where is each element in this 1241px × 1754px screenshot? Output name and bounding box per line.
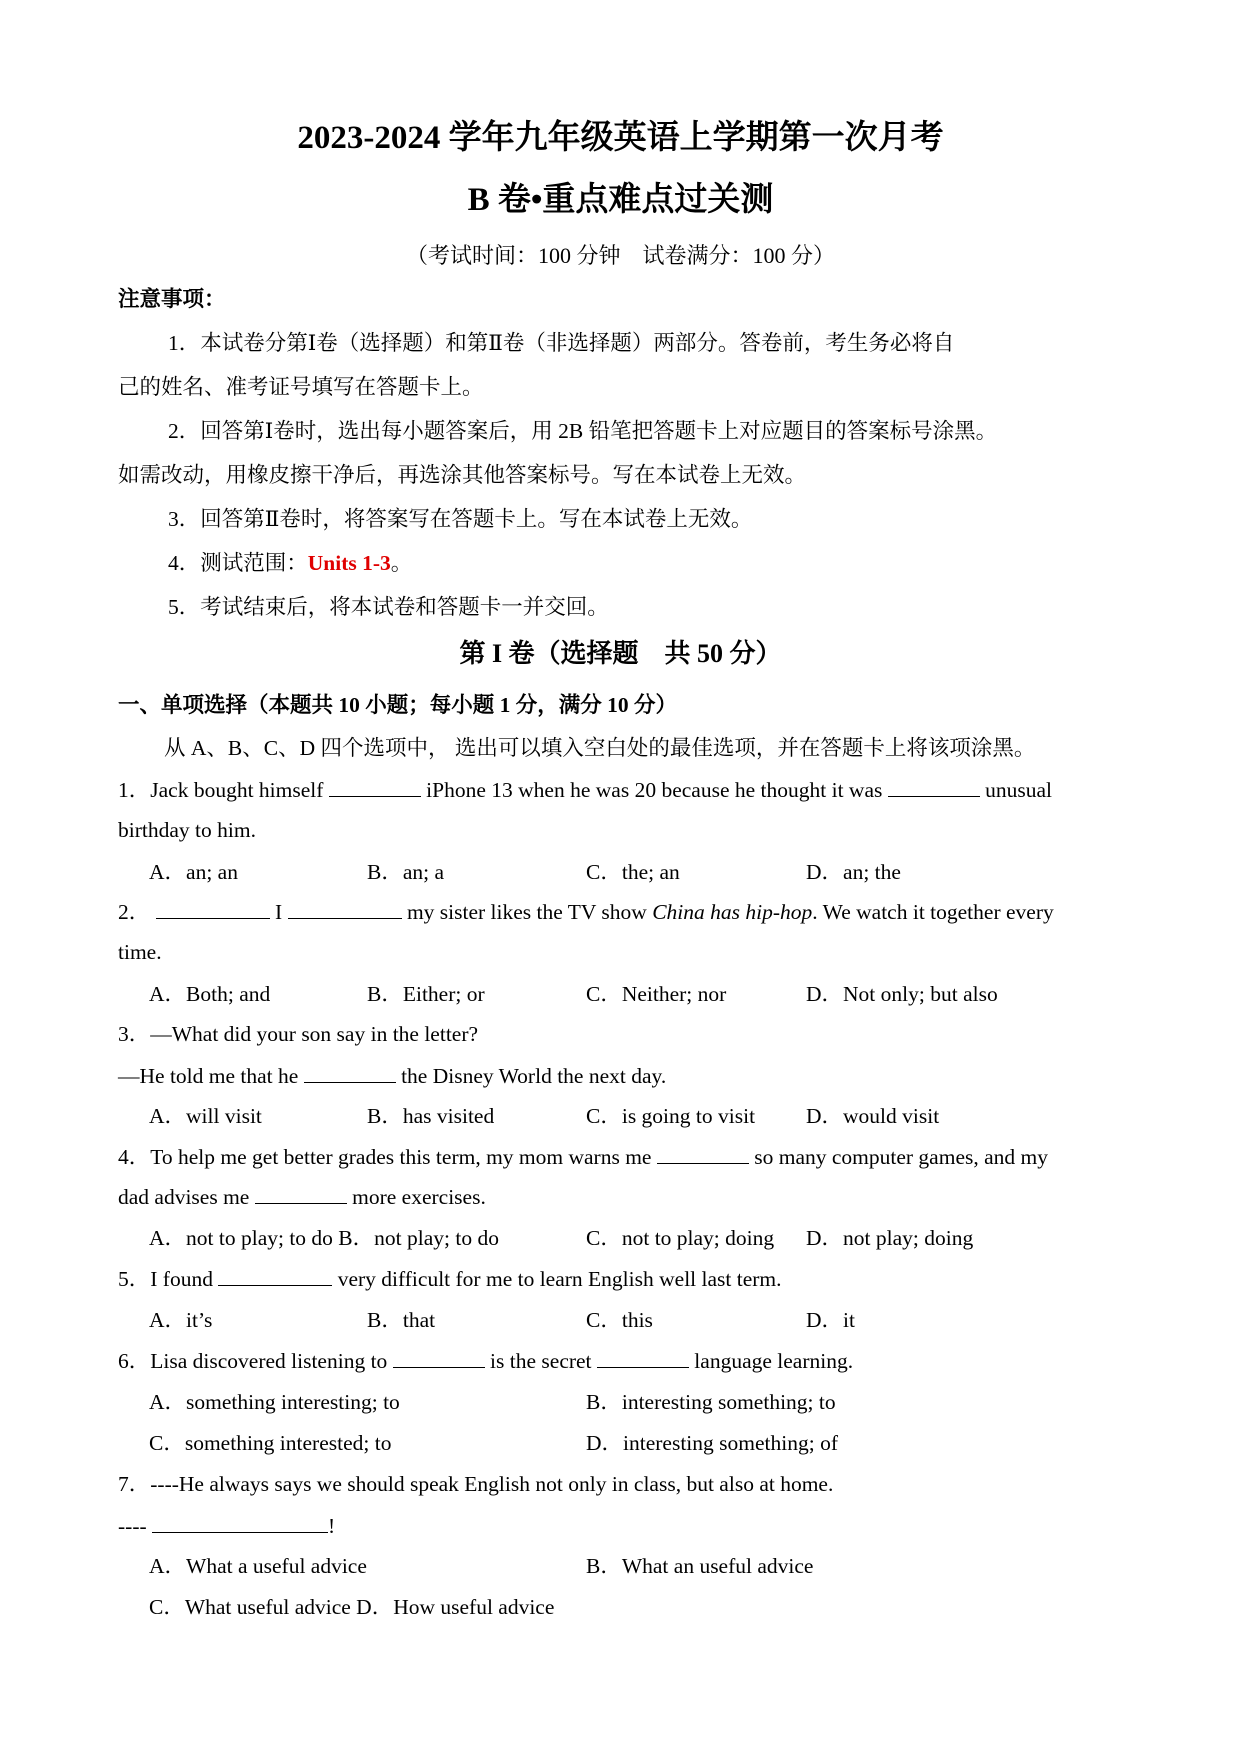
question-2-option-d: D．Not only; but also: [806, 982, 998, 1006]
question-3-option-b: B．has visited: [367, 1104, 495, 1128]
question-2-option-c: C．Neither; nor: [586, 982, 727, 1006]
answer-blank: [329, 776, 421, 797]
answer-blank: [255, 1183, 347, 1204]
section1-instruction: 从 A、B、C、D 四个选项中， 选出可以填入空白处的最佳选项，并在答题卡上将该项涂黑。: [164, 736, 1036, 760]
notice-item-4-prefix: 4．测试范围：: [168, 551, 308, 575]
question-3-line-2: —He told me that he the Disney World the next day.: [118, 1064, 667, 1088]
question-4-option-c: C．not to play; doing: [586, 1226, 775, 1250]
notice-item-2b: 如需改动，用橡皮擦干净后，再选涂其他答案标号。写在本试卷上无效。: [118, 463, 807, 487]
question-4-line-1: 4．To help me get better grades this term, my mom warns me so many computer games, and my: [118, 1145, 1049, 1169]
question-6-option-b: B．interesting something; to: [586, 1390, 836, 1414]
question-7-line-1: 7．----He always says we should speak English not only in class, but also at home.: [118, 1472, 834, 1496]
answer-blank: [888, 776, 980, 797]
question-3-option-d: D．would visit: [806, 1104, 940, 1128]
question-2-option-a: A．Both; and: [149, 982, 271, 1006]
question-7-option-a: A．What a useful advice: [149, 1554, 367, 1578]
question-6-option-a: A．something interesting; to: [149, 1390, 400, 1414]
answer-blank: [152, 1512, 328, 1533]
question-5-option-a: A．it’s: [149, 1308, 213, 1332]
answer-blank: [304, 1062, 396, 1083]
question-2-line-2: time.: [118, 940, 162, 964]
question-4-line-2: dad advises me more exercises.: [118, 1185, 486, 1209]
answer-blank: [288, 898, 402, 919]
notice-item-1a: 1．本试卷分第Ⅰ卷（选择题）和第Ⅱ卷（非选择题）两部分。答卷前，考生务必将自: [168, 331, 955, 355]
notice-item-4-suffix: 。: [390, 551, 413, 575]
answer-blank: [597, 1347, 689, 1368]
question-5-option-c: C．this: [586, 1308, 653, 1332]
part1-heading: 第 I 卷（选择题 共 50 分）: [459, 639, 782, 668]
question-4-option-d: D．not play; doing: [806, 1226, 974, 1250]
question-1-option-a: A．an; an: [149, 860, 238, 884]
question-1-line-2: birthday to him.: [118, 818, 256, 842]
question-5-option-b: B．that: [367, 1308, 436, 1332]
notice-item-2a: 2．回答第Ⅰ卷时，选出每小题答案后，用 2B 铅笔把答题卡上对应题目的答案标号涂黑。: [168, 419, 998, 443]
answer-blank: [218, 1265, 332, 1286]
question-6-line-1: 6．Lisa discovered listening to is the secret language learning.: [118, 1349, 854, 1373]
question-1-option-c: C．the; an: [586, 860, 680, 884]
question-7-option-b: B．What an useful advice: [586, 1554, 814, 1578]
question-1-option-d: D．an; the: [806, 860, 901, 884]
question-5-line-1: 5．I found very difficult for me to learn English well last term.: [118, 1267, 782, 1291]
question-3-line-1: 3．—What did your son say in the letter?: [118, 1022, 479, 1046]
question-4-option-ab: A．not to play; to do B．not play; to do: [149, 1226, 499, 1250]
question-2-line-1: 2． I my sister likes the TV show China has hip-hop. We watch it together every: [118, 900, 1054, 924]
question-6-option-c: C．something interested; to: [149, 1431, 392, 1455]
notice-item-3: 3．回答第Ⅱ卷时，将答案写在答题卡上。写在本试卷上无效。: [168, 507, 753, 531]
question-5-option-d: D．it: [806, 1308, 855, 1332]
question-7-option-cd: C．What useful advice D．How useful advice: [149, 1595, 555, 1619]
answer-blank: [393, 1347, 485, 1368]
question-6-option-d: D．interesting something; of: [586, 1431, 838, 1455]
exam-title: 2023-2024 学年九年级英语上学期第一次月考: [297, 120, 944, 156]
exam-subtitle: B 卷•重点难点过关测: [467, 182, 774, 218]
question-3-option-a: A．will visit: [149, 1104, 262, 1128]
question-3-option-c: C．is going to visit: [586, 1104, 756, 1128]
section1-heading: 一、单项选择（本题共 10 小题；每小题 1 分，满分 10 分）: [118, 693, 678, 717]
answer-blank: [156, 898, 270, 919]
question-7-line-2: ---- !: [118, 1514, 336, 1538]
answer-blank: [657, 1143, 749, 1164]
exam-info: （考试时间：100 分钟 试卷满分：100 分）: [405, 243, 835, 268]
notice-item-1b: 己的姓名、准考证号填写在答题卡上。: [118, 375, 484, 399]
notice-item-5: 5．考试结束后，将本试卷和答题卡一并交回。: [168, 595, 609, 619]
question-1-option-b: B．an; a: [367, 860, 445, 884]
question-2-option-b: B．Either; or: [367, 982, 485, 1006]
notice-item-4: [168, 548, 412, 578]
notice-heading: 注意事项：: [118, 287, 226, 311]
test-range: Units 1-3: [307, 551, 391, 575]
question-1-line-1: 1．Jack bought himself iPhone 13 when he was 20 because he thought it was unusual: [118, 778, 1052, 802]
